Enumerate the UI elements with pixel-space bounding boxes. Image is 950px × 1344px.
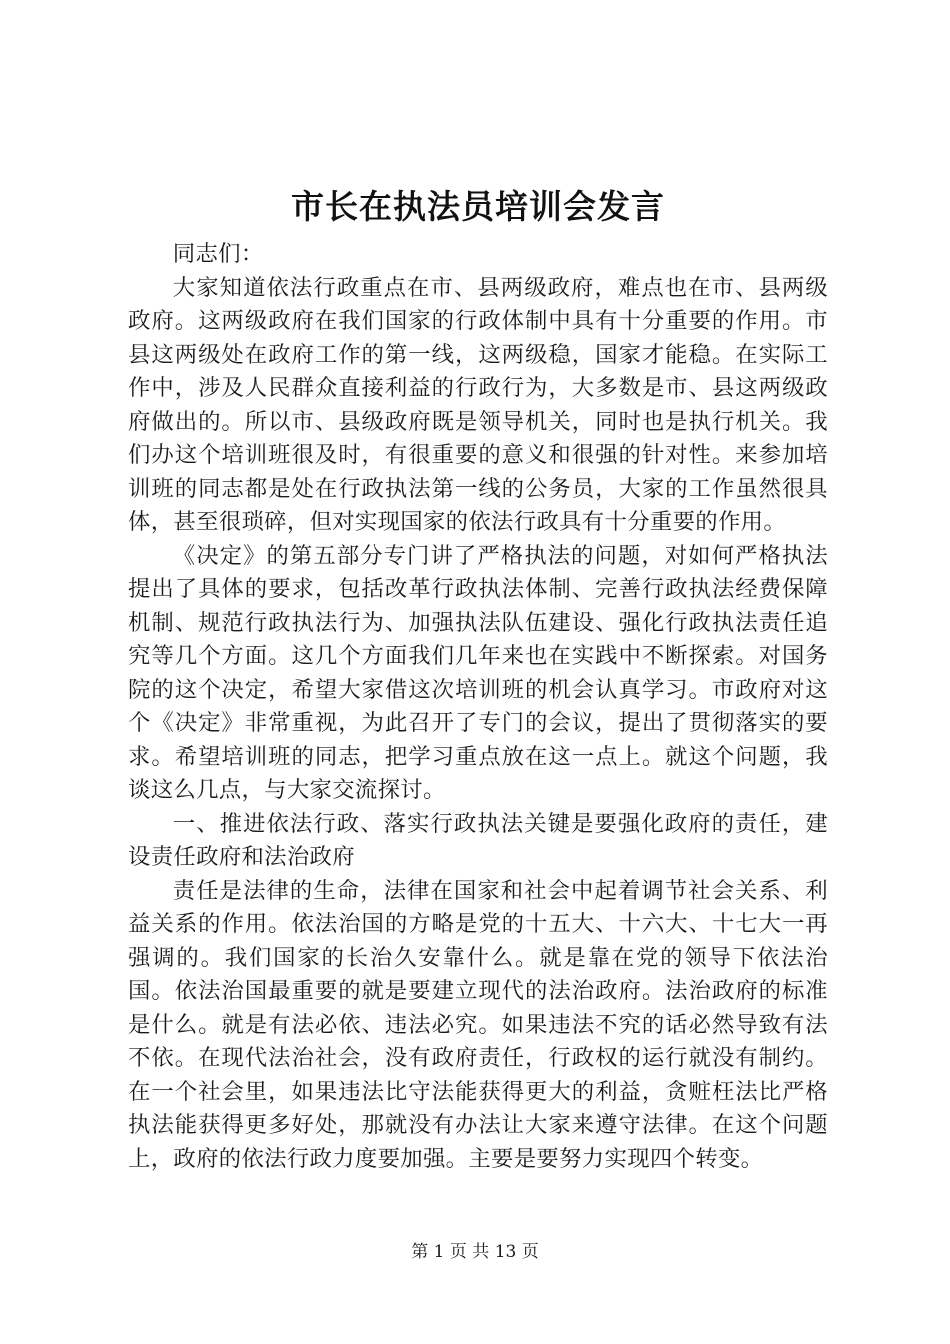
document-title: 市长在执法员培训会发言 xyxy=(291,187,665,226)
body-paragraph: 大家知道依法行政重点在市、县两级政府，难点也在市、县两级政府。这两级政府在我们国家的行政体制中具有十分重要的作用。市县这两级处在政府工作的第一线，这两级稳，国家才能稳。在实际工作中，涉及人民群众直接利益的行政行为，大多数是市、县这两级政府做出的。所以市、县级政府既是领导机关，同时也是执行机关。我们办这个培训班很及时，有很重要的意义和很强的针对性。来参加培训班的同志都是处在行政执法第一线的公务员，大家的工作虽然很具体，甚至很琐碎，但对实现国家的依法行政具有十分重要的作用。 xyxy=(128,274,828,535)
document-body xyxy=(128,182,828,1176)
section-heading-paragraph: 一、推进依法行政、落实行政执法关键是要强化政府的责任，建设责任政府和法治政府 xyxy=(128,810,828,870)
page-number-footer: 第 1 页 共 13 页 xyxy=(411,1242,539,1262)
salutation-paragraph: 同志们： xyxy=(172,241,264,267)
body-paragraph: 责任是法律的生命，法律在国家和社会中起着调节社会关系、利益关系的作用。依法治国的方略是党的十五大、十六大、十七大一再强调的。我们国家的长治久安靠什么。就是靠在党的领导下依法治国。依法治国最重要的就是要建立现代的法治政府。法治政府的标准是什么。就是有法必依、违法必究。如果违法不究的话必然导致有法不依。在现代法治社会，没有政府责任，行政权的运行就没有制约。在一个社会里，如果违法比守法能获得更大的利益，贪赃枉法比严格执法能获得更多好处，那就没有办法让大家来遵守法律。在这个问题上，政府的依法行政力度要加强。主要是要努力实现四个转变。 xyxy=(128,877,828,1172)
body-paragraph: 《决定》的第五部分专门讲了严格执法的问题，对如何严格执法提出了具体的要求，包括改革行政执法体制、完善行政执法经费保障机制、规范行政执法行为、加强执法队伍建设、强化行政执法责任追究等几个方面。这几个方面我们几年来也在实践中不断探索。对国务院的这个决定，希望大家借这次培训班的机会认真学习。市政府对这个《决定》非常重视，为此召开了专门的会议，提出了贯彻落实的要求。希望培训班的同志，把学习重点放在这一点上。就这个问题，我谈这么几点，与大家交流探讨。 xyxy=(128,542,828,803)
